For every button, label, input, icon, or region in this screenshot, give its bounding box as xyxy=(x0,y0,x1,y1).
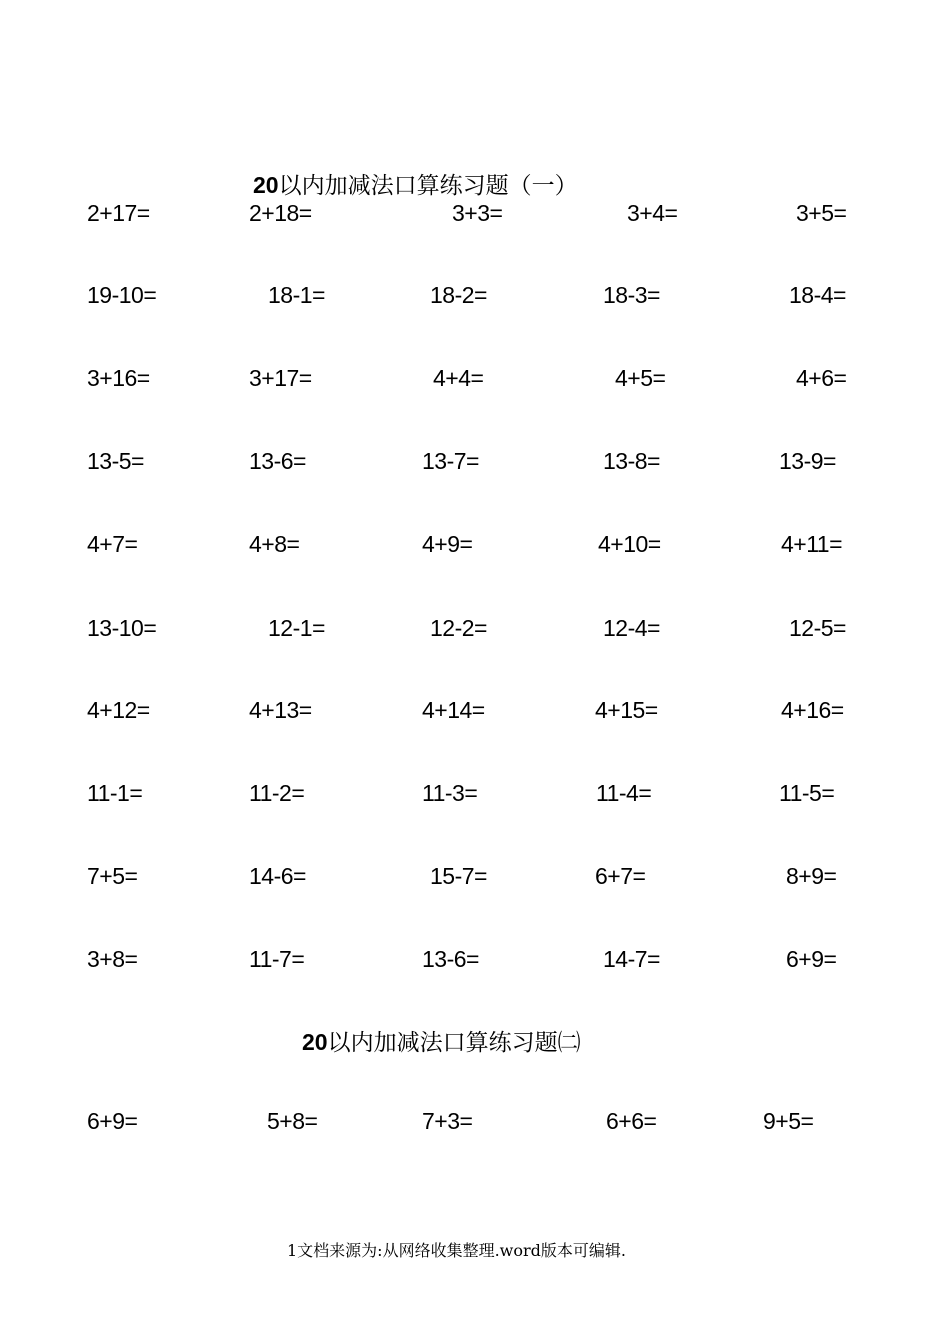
problem: 4+4= xyxy=(433,365,484,391)
title-text: 以内加减法口算练习题（一） xyxy=(278,173,578,199)
problem: 6+7= xyxy=(595,863,646,889)
problem: 3+8= xyxy=(87,946,138,972)
problem: 3+16= xyxy=(87,365,150,391)
problem: 13-5= xyxy=(87,448,144,474)
problem: 4+5= xyxy=(615,365,666,391)
problem: 11-2= xyxy=(249,780,305,806)
title-number: 20 xyxy=(253,172,279,198)
problem: 3+4= xyxy=(627,200,678,226)
problem: 11-3= xyxy=(422,780,478,806)
problem: 2+18= xyxy=(249,200,312,226)
title-text: 以内加减法口算练习题㈡ xyxy=(327,1030,581,1056)
worksheet-title-1 xyxy=(253,171,578,200)
problem: 12-1= xyxy=(268,615,325,641)
problem: 18-1= xyxy=(268,282,325,308)
problem: 12-2= xyxy=(430,615,487,641)
problem: 9+5= xyxy=(763,1108,814,1134)
problem: 13-10= xyxy=(87,615,157,641)
problem: 18-3= xyxy=(603,282,660,308)
problem: 3+5= xyxy=(796,200,847,226)
problem: 8+9= xyxy=(786,863,837,889)
problem: 13-8= xyxy=(603,448,660,474)
problem: 2+17= xyxy=(87,200,150,226)
problem: 18-2= xyxy=(430,282,487,308)
problem: 19-10= xyxy=(87,282,157,308)
problem: 6+9= xyxy=(87,1108,138,1134)
problem: 12-5= xyxy=(789,615,846,641)
problem: 13-7= xyxy=(422,448,479,474)
problem: 18-4= xyxy=(789,282,846,308)
problem: 4+9= xyxy=(422,531,473,557)
problem: 6+9= xyxy=(786,946,837,972)
problem: 11-5= xyxy=(779,780,835,806)
problem: 4+11= xyxy=(781,531,843,557)
problem: 4+15= xyxy=(595,697,658,723)
problem: 13-6= xyxy=(422,946,479,972)
problem: 12-4= xyxy=(603,615,660,641)
problem: 13-6= xyxy=(249,448,306,474)
problem: 7+5= xyxy=(87,863,138,889)
problem: 7+3= xyxy=(422,1108,473,1134)
problem: 4+6= xyxy=(796,365,847,391)
problem: 5+8= xyxy=(267,1108,318,1134)
problem: 3+3= xyxy=(452,200,503,226)
problem: 11-7= xyxy=(249,946,305,972)
problem: 3+17= xyxy=(249,365,312,391)
problem: 4+16= xyxy=(781,697,844,723)
problem: 4+10= xyxy=(598,531,661,557)
problem: 4+14= xyxy=(422,697,485,723)
problem: 4+8= xyxy=(249,531,300,557)
problem: 11-4= xyxy=(596,780,652,806)
problem: 4+13= xyxy=(249,697,312,723)
problem: 11-1= xyxy=(87,780,143,806)
problem: 15-7= xyxy=(430,863,487,889)
problem: 14-7= xyxy=(603,946,660,972)
problem: 13-9= xyxy=(779,448,836,474)
problem: 4+7= xyxy=(87,531,138,557)
worksheet-title-2 xyxy=(302,1028,581,1057)
footer-source-note: 1文档来源为:从网络收集整理.word版本可编辑. xyxy=(287,1241,626,1260)
problem: 14-6= xyxy=(249,863,306,889)
title-number: 20 xyxy=(302,1029,328,1055)
problem: 4+12= xyxy=(87,697,150,723)
problem: 6+6= xyxy=(606,1108,657,1134)
